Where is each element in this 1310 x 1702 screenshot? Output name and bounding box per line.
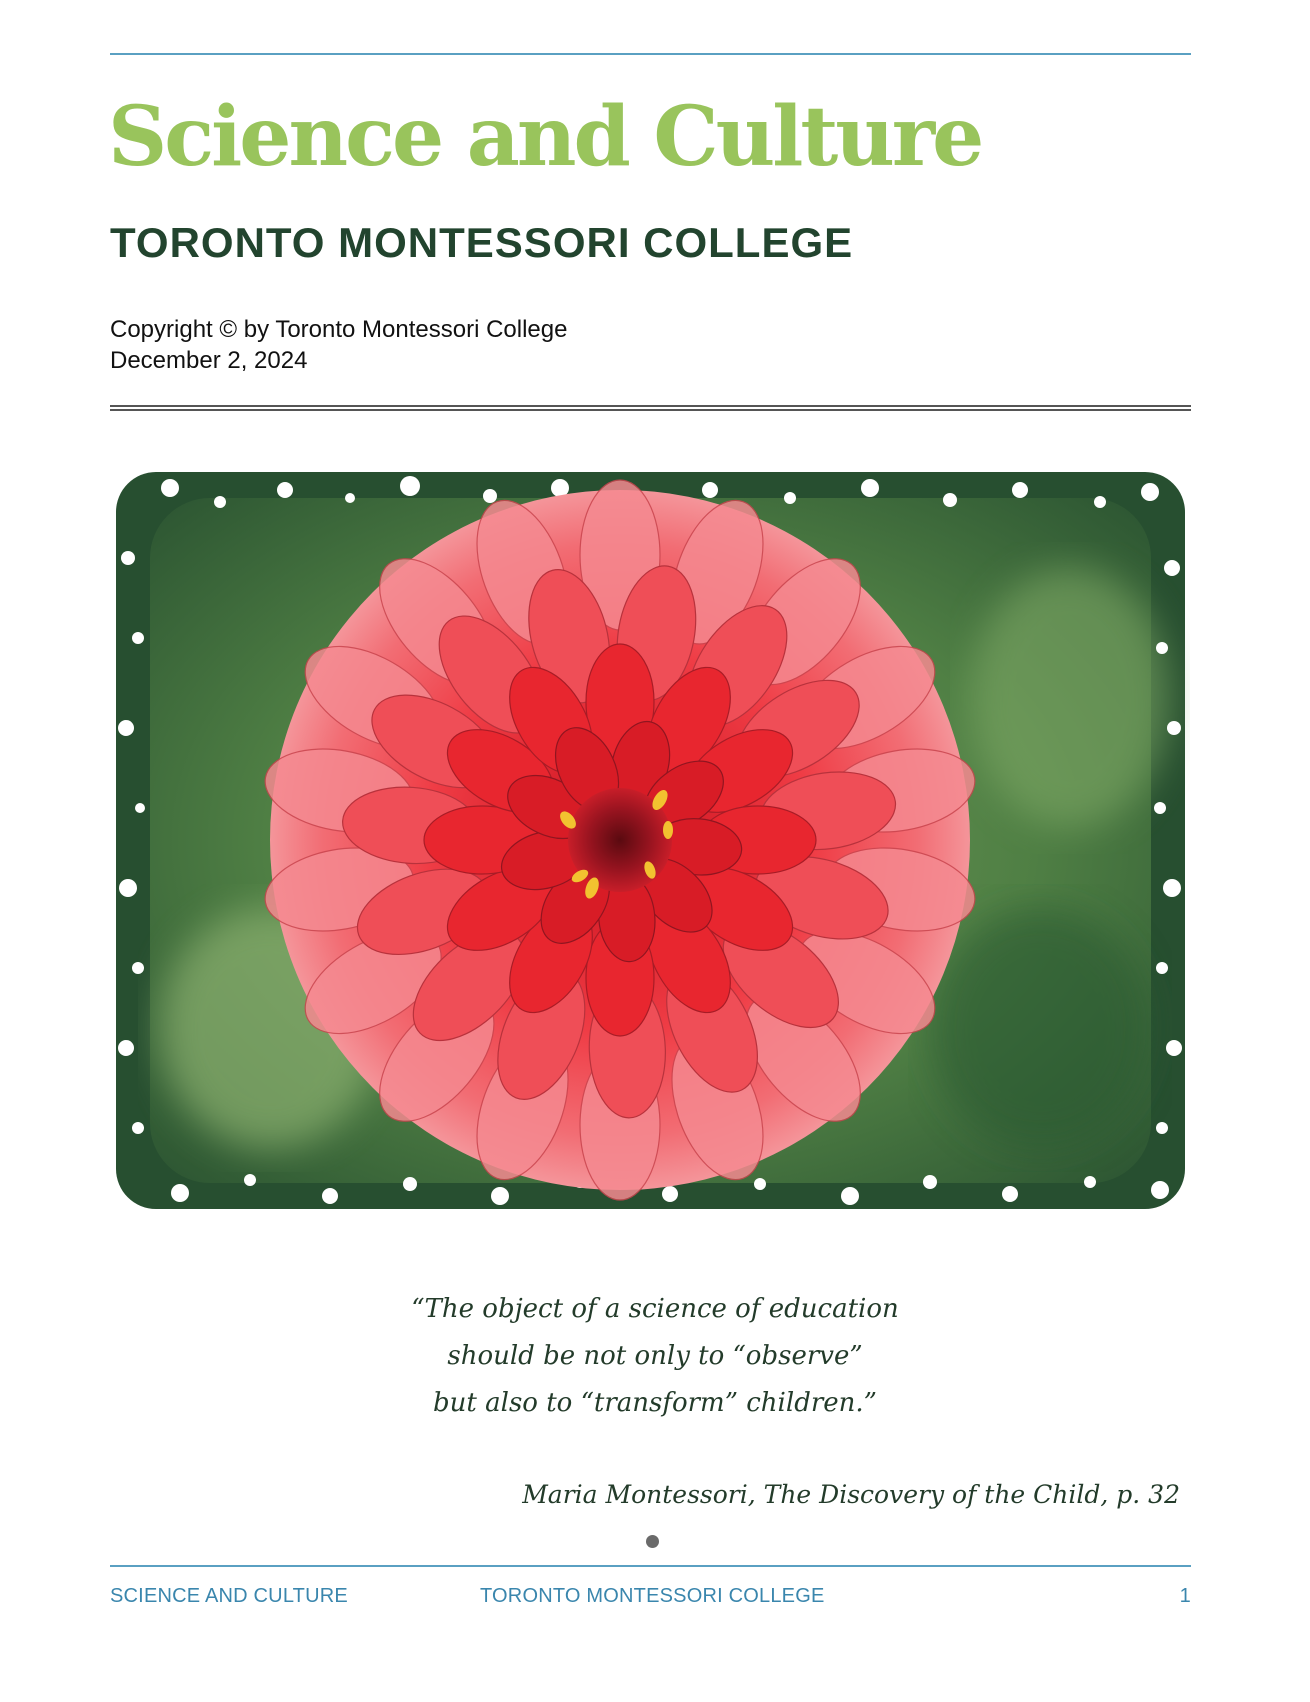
quote-line: but also to “transform” children.” [433,1388,877,1418]
cover-photo [110,468,1191,1213]
quote-line: should be not only to “observe” [447,1341,863,1371]
document-title: Science and Culture [108,89,982,185]
epigraph-quote [330,1286,980,1427]
double-rule [110,405,1191,411]
document-subtitle: TORONTO MONTESSORI COLLEGE [110,219,854,266]
footer-rule [110,1565,1191,1567]
publication-date: December 2, 2024 [110,347,308,374]
quote-line: “The object of a science of education [411,1294,899,1324]
copyright-line: Copyright © by Toronto Montessori College [110,316,568,343]
footer-center-institution: TORONTO MONTESSORI COLLEGE [480,1585,825,1607]
quote-attribution: Maria Montessori, The Discovery of the Child, p. 32 [522,1480,1180,1509]
document-meta [110,314,567,376]
footer-left-title: SCIENCE AND CULTURE [110,1585,348,1607]
page-number: 1 [1179,1585,1191,1607]
ornament-dot [646,1535,659,1548]
top-rule [110,53,1191,55]
flower-illustration [110,468,1191,1213]
